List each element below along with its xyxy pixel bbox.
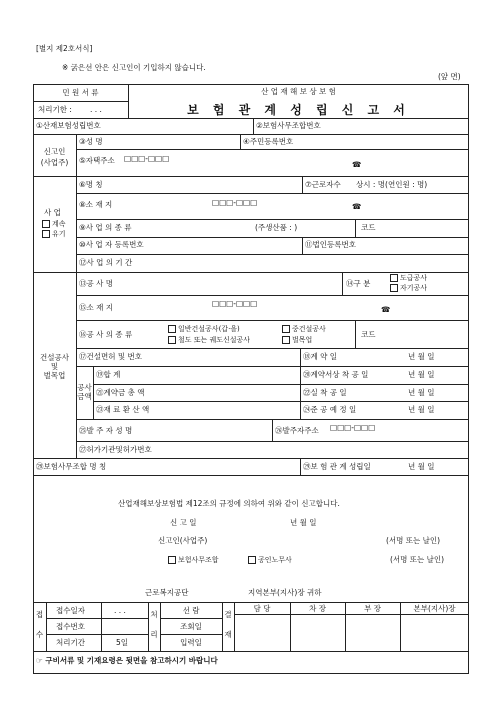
receipt-date-value[interactable]: . . . — [114, 606, 126, 615]
total-amount-field[interactable]: ⑲합 계 — [96, 370, 121, 379]
contract-construction-option[interactable] — [390, 274, 427, 282]
reporter-label: 신고인 (사업주) — [40, 147, 69, 167]
logging-label: 벌목업 — [292, 336, 313, 344]
contract-construction-label: 도급공사 — [400, 274, 428, 282]
project-amount-label: 공사 금액 — [77, 383, 92, 401]
approval-deputy: 차 장 — [309, 604, 326, 613]
logging-checkbox[interactable] — [282, 336, 290, 344]
review-label: 선 람 — [182, 606, 200, 615]
receipt-date-label: 접수일자 — [56, 606, 85, 615]
declaration-text: 산업재해보상보험법 제12조의 규정에 의하여 위와 같이 신고합니다. — [118, 499, 340, 508]
business-location-field[interactable]: ⑧소 재 지 — [79, 200, 113, 209]
processing-period-value: 5일 — [116, 638, 129, 647]
reporter-sign-label: 신고인(사업주) — [158, 536, 208, 545]
construction-postal-code[interactable]: □□□-□□□ — [212, 299, 258, 308]
page-side-label: (앞 면) — [438, 72, 461, 81]
approval-director: 본부(지사)장 — [413, 604, 456, 613]
reporter-rrn-field[interactable]: ④주민등록번호 — [243, 137, 294, 146]
actual-start-label: ㉒실 착 공 일 — [303, 388, 347, 397]
workers-label: ⑦근로자수 — [305, 180, 341, 189]
form-title: 보 험 관 계 성 립 신 고 서 — [187, 103, 410, 117]
inquiry-date-label: 조회일 — [180, 622, 202, 631]
license-field[interactable]: ⑰건설면허 및 번호 — [79, 352, 142, 361]
reporter-signature[interactable]: (서명 또는 날인) — [386, 536, 441, 545]
construction-code-label: 코드 — [361, 330, 376, 339]
business-label: 사 업 — [44, 208, 61, 217]
contract-start-label: ⑳계약서상 착 공 일 — [303, 370, 369, 379]
agent-association-option[interactable] — [168, 556, 219, 564]
general-construction-checkbox[interactable] — [168, 325, 176, 333]
contract-date-label: ⑱계 약 일 — [303, 352, 338, 361]
recipient-organization: 근로복지공단 — [145, 588, 189, 597]
orderer-name-field[interactable]: ㉕발 주 자 성 명 — [79, 426, 133, 435]
association-number-field[interactable]: ②보험사무조합번호 — [256, 121, 321, 130]
workers-detail[interactable]: 상시 : 명(연인원 : 명) — [356, 180, 428, 189]
reporter-postal-code[interactable]: □□□-□□□ — [124, 154, 170, 163]
form-note: ※ 굵은선 안은 신고인이 기입하지 않습니다. — [62, 63, 206, 72]
construction-kind-field[interactable]: ⑯공 사 의 종 류 — [79, 330, 133, 339]
construction-location-field[interactable]: ⑮소 재 지 — [79, 303, 114, 312]
processing-label: 처 리 — [150, 610, 158, 639]
railway-construction-option[interactable] — [168, 336, 250, 344]
approval-label: 결 재 — [224, 610, 232, 639]
business-phone-icon: ☎ — [352, 202, 362, 211]
business-postal-code[interactable]: □□□-□□□ — [212, 198, 258, 207]
labor-attorney-option[interactable] — [248, 556, 292, 564]
contract-amount-field[interactable]: ㉑계약금 총 액 — [96, 388, 145, 397]
orderer-postal-code[interactable]: □□□-□□□ — [330, 423, 376, 432]
business-reg-no-field[interactable]: ⑩사 업 자 등록번호 — [79, 240, 144, 249]
temporary-checkbox[interactable] — [42, 230, 50, 238]
business-name-field[interactable]: ⑥명 칭 — [79, 180, 103, 189]
relation-date-value[interactable]: 년 월 일 — [408, 462, 435, 471]
construction-label: 건설공사 및 벌목업 — [40, 353, 69, 380]
continuous-label: 계속 — [52, 220, 66, 228]
planned-end-label: ㉔준 공 예 정 일 — [303, 405, 357, 414]
form-subtitle: 산 업 재 해 보 상 보 험 — [261, 87, 336, 96]
project-division-label: ⑭구 분 — [346, 279, 371, 288]
form-frame — [33, 84, 469, 674]
materials-amount-field[interactable]: ㉓재 료 환 산 액 — [96, 405, 150, 414]
railway-construction-checkbox[interactable] — [168, 336, 176, 344]
insurance-number-field[interactable]: ①산재보험성립번호 — [36, 121, 101, 130]
form-number: [별지 제2호서식] — [36, 44, 93, 53]
association-name-field[interactable]: ㉘보험사무조합 명 칭 — [36, 462, 107, 471]
report-date-label: 신 고 일 — [170, 518, 197, 527]
heavy-construction-label: 중건설공사 — [292, 325, 326, 333]
contract-date-value[interactable]: 년 월 일 — [408, 352, 435, 361]
logging-option[interactable] — [282, 336, 312, 344]
temporary-label: 유기 — [52, 230, 66, 238]
corporate-reg-no-field[interactable]: ⑪법인등록번호 — [305, 240, 356, 249]
reporter-name-field[interactable]: ③성 명 — [79, 137, 103, 146]
self-construction-checkbox[interactable] — [390, 284, 398, 292]
business-period-field[interactable]: ⑫사 업 의 기 간 — [79, 258, 133, 267]
agent-association-label: 보험사무조합 — [178, 556, 219, 564]
agent-signature[interactable]: (서명 또는 날인) — [390, 555, 445, 564]
main-product-field[interactable]: (주생산품 : ) — [255, 223, 298, 232]
report-date-value[interactable]: 년 월 일 — [290, 518, 317, 527]
self-construction-label: 자기공사 — [400, 284, 428, 292]
business-continuous-option[interactable] — [42, 220, 66, 228]
planned-end-value[interactable]: 년 월 일 — [408, 405, 435, 414]
relation-date-label: ㉙보 험 관 계 성립일 — [303, 462, 371, 471]
heavy-construction-checkbox[interactable] — [282, 325, 290, 333]
deadline-label: 처리기한 : — [38, 105, 72, 114]
permit-field[interactable]: ㉗허가기관및허가번호 — [79, 445, 152, 454]
footer-note: ☞ 구비서류 및 기재요령은 뒷면을 참고하시기 바랍니다 — [36, 656, 218, 665]
actual-start-value[interactable]: 년 월 일 — [408, 388, 435, 397]
agent-association-checkbox[interactable] — [168, 556, 176, 564]
contract-start-value[interactable]: 년 월 일 — [408, 370, 435, 379]
business-type-field[interactable]: ⑨사 업 의 종 류 — [79, 223, 132, 232]
phone-icon: ☎ — [352, 160, 362, 169]
contract-construction-checkbox[interactable] — [390, 274, 398, 282]
receipt-number-label: 접수번호 — [56, 622, 85, 631]
heavy-construction-option[interactable] — [282, 325, 326, 333]
processing-period-label: 처리기간 — [56, 638, 85, 647]
general-construction-label: 일반건설공사(갑·을) — [178, 325, 240, 333]
labor-attorney-checkbox[interactable] — [248, 556, 256, 564]
civil-document-label: 민 원 서 류 — [62, 88, 99, 97]
input-date-label: 입력일 — [180, 638, 202, 647]
general-construction-option[interactable] — [168, 325, 240, 333]
labor-attorney-label: 공인노무사 — [258, 556, 292, 564]
recipient-office: 지역본부(지사)장 귀하 — [248, 588, 322, 597]
continuous-checkbox[interactable] — [42, 220, 50, 228]
construction-phone-icon: ☎ — [381, 305, 391, 314]
self-construction-option[interactable] — [390, 284, 427, 292]
railway-construction-label: 철도 또는 궤도신설공사 — [178, 336, 251, 344]
receipt-label: 접 수 — [35, 610, 44, 639]
business-temporary-option[interactable] — [42, 230, 66, 238]
deadline-value[interactable]: . . . — [90, 105, 102, 114]
approval-staff: 담 당 — [253, 604, 271, 613]
project-name-field[interactable]: ⑬공 사 명 — [79, 279, 114, 288]
business-code-label: 코드 — [361, 223, 376, 232]
approval-manager: 부 장 — [364, 604, 381, 613]
orderer-address-field[interactable]: ㉖발주자주소 — [275, 426, 319, 435]
reporter-address-field[interactable]: ⑤자택주소 — [79, 156, 115, 165]
